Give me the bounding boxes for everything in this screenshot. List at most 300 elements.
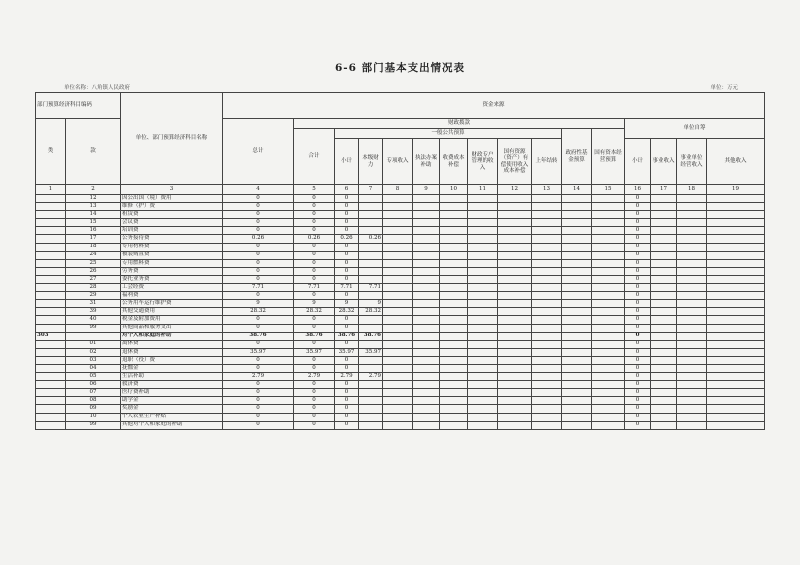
danwei-subtotal-cell: 0 (625, 397, 651, 405)
empty-cell (413, 364, 440, 372)
kuan-cell: 07 (66, 389, 121, 397)
empty-cell (562, 275, 592, 283)
empty-cell (440, 195, 468, 203)
empty-cell (707, 373, 765, 381)
empty-cell (562, 413, 592, 421)
danwei-subtotal-cell: 0 (625, 381, 651, 389)
empty-cell (498, 259, 532, 267)
kuan-cell: 99 (66, 324, 121, 332)
empty-cell (383, 243, 413, 251)
empty-cell (562, 195, 592, 203)
empty-cell (562, 251, 592, 259)
index-cell: 7 (359, 185, 383, 195)
name-cell: 税金及附加费用 (121, 316, 223, 324)
empty-cell (707, 195, 765, 203)
xiaoji-cell: 2.79 (335, 373, 359, 381)
index-cell: 15 (592, 185, 625, 195)
xiaoji-header: 小计 (335, 139, 359, 185)
index-cell: 11 (468, 185, 498, 195)
name-cell: 委托业务费 (121, 275, 223, 283)
kuan-cell: 26 (66, 267, 121, 275)
kuan-cell: 03 (66, 356, 121, 364)
empty-cell (498, 300, 532, 308)
table-row (36, 292, 765, 300)
empty-cell (440, 219, 468, 227)
empty-cell (677, 356, 707, 364)
empty-cell (707, 219, 765, 227)
empty-cell (413, 413, 440, 421)
danwei-subtotal-cell: 0 (625, 203, 651, 211)
empty-cell (707, 405, 765, 413)
xiaoji-cell: 0 (335, 251, 359, 259)
xiaoji-cell: 0 (335, 275, 359, 283)
empty-cell (440, 397, 468, 405)
xiaoji-cell: 0 (335, 340, 359, 348)
empty-cell (651, 316, 677, 324)
name-cell: 奖励金 (121, 405, 223, 413)
empty-cell (498, 340, 532, 348)
index-cell: 5 (294, 185, 335, 195)
empty-cell (707, 203, 765, 211)
empty-cell (383, 364, 413, 372)
table-row (36, 364, 765, 372)
empty-cell (498, 243, 532, 251)
empty-cell (677, 227, 707, 235)
kuan-header: 款 (66, 119, 121, 185)
empty-cell (498, 364, 532, 372)
empty-cell (651, 275, 677, 283)
danwei-subtotal-cell: 0 (625, 405, 651, 413)
benji-cell (359, 203, 383, 211)
table-row (36, 203, 765, 211)
empty-cell (592, 356, 625, 364)
name-cell: 个人农业生产补贴 (121, 413, 223, 421)
name-cell: 福利费 (121, 292, 223, 300)
empty-cell (440, 275, 468, 283)
empty-cell (440, 421, 468, 429)
table-row (36, 219, 765, 227)
kuan-cell: 05 (66, 373, 121, 381)
kuan-cell: 14 (66, 211, 121, 219)
table-row (36, 243, 765, 251)
empty-cell (707, 292, 765, 300)
subtotal-cell: 0 (294, 275, 335, 283)
empty-cell (562, 219, 592, 227)
empty-cell (532, 356, 562, 364)
empty-cell (383, 356, 413, 364)
guoziben-header: 国有资本经营预算 (592, 129, 625, 185)
empty-cell (498, 203, 532, 211)
empty-cell (562, 308, 592, 316)
total-cell: 0 (223, 219, 294, 227)
table-row (36, 211, 765, 219)
subtotal-cell: 0 (294, 405, 335, 413)
table-row (36, 195, 765, 203)
empty-cell (592, 389, 625, 397)
name-cell: 因公出国（境）费用 (121, 195, 223, 203)
empty-cell (498, 348, 532, 356)
empty-cell (532, 421, 562, 429)
total-cell: 0 (223, 405, 294, 413)
empty-cell (532, 324, 562, 332)
xiaoji-cell: 0 (335, 267, 359, 275)
benji-cell (359, 275, 383, 283)
subtotal-cell: 0 (294, 356, 335, 364)
table-row (36, 308, 765, 316)
danwei-subtotal-cell: 0 (625, 364, 651, 372)
empty-cell (468, 348, 498, 356)
empty-cell (592, 235, 625, 243)
lei-cell (36, 219, 66, 227)
empty-cell (677, 251, 707, 259)
empty-cell (498, 356, 532, 364)
lei-cell (36, 300, 66, 308)
table-row (36, 332, 765, 340)
zhengfu-header: 政府性基金预算 (562, 129, 592, 185)
kuan-cell: 24 (66, 251, 121, 259)
xiaoji-cell: 0 (335, 364, 359, 372)
empty-cell (532, 211, 562, 219)
benji-cell (359, 259, 383, 267)
benji-cell: 0.26 (359, 235, 383, 243)
empty-cell (677, 300, 707, 308)
index-cell: 19 (707, 185, 765, 195)
empty-cell (498, 275, 532, 283)
subtotal-cell: 0 (294, 267, 335, 275)
empty-cell (468, 373, 498, 381)
table-row (36, 381, 765, 389)
empty-cell (677, 413, 707, 421)
empty-cell (498, 324, 532, 332)
empty-cell (440, 413, 468, 421)
empty-cell (707, 300, 765, 308)
xiaoji-cell: 0 (335, 227, 359, 235)
empty-cell (468, 243, 498, 251)
subtotal-cell: 0 (294, 324, 335, 332)
empty-cell (468, 381, 498, 389)
subtotal-cell: 0 (294, 243, 335, 251)
empty-cell (707, 243, 765, 251)
danwei-subtotal-cell: 0 (625, 332, 651, 340)
empty-cell (440, 332, 468, 340)
empty-cell (413, 203, 440, 211)
empty-cell (562, 267, 592, 275)
empty-cell (532, 235, 562, 243)
xiaoji-cell: 38.76 (335, 332, 359, 340)
total-cell: 0 (223, 356, 294, 364)
benji-cell (359, 421, 383, 429)
empty-cell (562, 340, 592, 348)
caizheng-header: 财政专户管理的收入 (468, 139, 498, 185)
empty-cell (468, 389, 498, 397)
empty-cell (707, 381, 765, 389)
empty-cell (707, 421, 765, 429)
benji-cell (359, 195, 383, 203)
benji-cell (359, 364, 383, 372)
empty-cell (707, 227, 765, 235)
empty-cell (413, 195, 440, 203)
table-row (36, 300, 765, 308)
empty-cell (440, 227, 468, 235)
index-row (36, 185, 765, 195)
empty-cell (562, 300, 592, 308)
empty-cell (383, 292, 413, 300)
empty-cell (532, 340, 562, 348)
empty-cell (532, 397, 562, 405)
empty-cell (413, 259, 440, 267)
total-cell: 7.71 (223, 284, 294, 292)
subtotal-cell: 0 (294, 316, 335, 324)
empty-cell (707, 340, 765, 348)
empty-cell (383, 316, 413, 324)
empty-cell (592, 251, 625, 259)
empty-cell (468, 397, 498, 405)
name-cell: 其他商品和服务支出 (121, 324, 223, 332)
empty-cell (413, 397, 440, 405)
empty-cell (592, 348, 625, 356)
subtotal-cell: 7.71 (294, 284, 335, 292)
empty-cell (562, 381, 592, 389)
empty-cell (651, 284, 677, 292)
empty-cell (413, 348, 440, 356)
index-cell: 16 (625, 185, 651, 195)
empty-cell (383, 348, 413, 356)
empty-cell (707, 259, 765, 267)
empty-cell (677, 332, 707, 340)
empty-cell (413, 340, 440, 348)
name-cell: 救济费 (121, 381, 223, 389)
name-cell: 维修（护）费 (121, 203, 223, 211)
kuan-cell: 27 (66, 275, 121, 283)
empty-cell (592, 364, 625, 372)
table-row (36, 235, 765, 243)
name-cell: 公务接待费 (121, 235, 223, 243)
empty-cell (468, 300, 498, 308)
total-cell: 0 (223, 275, 294, 283)
empty-cell (532, 267, 562, 275)
empty-cell (498, 389, 532, 397)
xiaoji-cell: 9 (335, 300, 359, 308)
danwei-subtotal-cell: 0 (625, 219, 651, 227)
benji-cell: 28.32 (359, 308, 383, 316)
empty-cell (468, 364, 498, 372)
danwei-subtotal-cell: 0 (625, 267, 651, 275)
name-cell: 退休费 (121, 348, 223, 356)
empty-cell (383, 211, 413, 219)
empty-cell (651, 300, 677, 308)
empty-cell (707, 348, 765, 356)
danwei-subtotal-cell: 0 (625, 421, 651, 429)
name-cell: 租赁费 (121, 211, 223, 219)
empty-cell (383, 195, 413, 203)
empty-cell (532, 405, 562, 413)
subtotal-cell: 0 (294, 259, 335, 267)
table-row (36, 324, 765, 332)
empty-cell (562, 211, 592, 219)
total-cell: 0.26 (223, 235, 294, 243)
kuan-cell: 09 (66, 405, 121, 413)
kuan-cell: 04 (66, 364, 121, 372)
benji-cell (359, 251, 383, 259)
subtotal-cell: 0 (294, 381, 335, 389)
danwei-subtotal-cell: 0 (625, 308, 651, 316)
empty-cell (562, 203, 592, 211)
empty-cell (562, 405, 592, 413)
unit-name-label: 单位名称：八角镇人民政府 (64, 85, 131, 91)
empty-cell (498, 251, 532, 259)
benji-cell: 7.71 (359, 284, 383, 292)
empty-cell (677, 364, 707, 372)
benji-cell (359, 413, 383, 421)
xiaoji-cell: 0.26 (335, 235, 359, 243)
danwei-subtotal-cell: 0 (625, 195, 651, 203)
table-row (36, 227, 765, 235)
empty-cell (413, 211, 440, 219)
name-cell: 医疗费补助 (121, 389, 223, 397)
xiaoji-cell: 0 (335, 243, 359, 251)
danwei-subtotal-cell: 0 (625, 292, 651, 300)
empty-cell (532, 316, 562, 324)
empty-cell (468, 332, 498, 340)
kuan-cell: 28 (66, 284, 121, 292)
empty-cell (651, 267, 677, 275)
empty-cell (592, 381, 625, 389)
empty-cell (707, 332, 765, 340)
empty-cell (592, 203, 625, 211)
lei-cell (36, 259, 66, 267)
empty-cell (562, 348, 592, 356)
empty-cell (440, 373, 468, 381)
name-cell: 抚恤金 (121, 364, 223, 372)
empty-cell (413, 227, 440, 235)
empty-cell (677, 373, 707, 381)
total-cell: 0 (223, 267, 294, 275)
xiaoji-cell: 0 (335, 259, 359, 267)
lei-cell (36, 356, 66, 364)
lei-cell (36, 195, 66, 203)
lei-cell (36, 421, 66, 429)
empty-cell (532, 389, 562, 397)
kuan-cell: 99 (66, 421, 121, 429)
general-budget-header: 一般公共预算 (335, 129, 562, 139)
empty-cell (651, 235, 677, 243)
lei-cell: 303 (36, 332, 66, 340)
total-cell: 28.32 (223, 308, 294, 316)
total-cell: 35.97 (223, 348, 294, 356)
empty-cell (677, 292, 707, 300)
d-xiaoji-header: 小计 (625, 139, 651, 185)
empty-cell (651, 356, 677, 364)
subtotal-cell: 0 (294, 421, 335, 429)
empty-cell (532, 203, 562, 211)
xiaoji-cell: 0 (335, 292, 359, 300)
empty-cell (592, 195, 625, 203)
empty-cell (383, 389, 413, 397)
empty-cell (532, 227, 562, 235)
benji-cell: 9 (359, 300, 383, 308)
empty-cell (651, 251, 677, 259)
kuan-cell: 40 (66, 316, 121, 324)
empty-cell (440, 389, 468, 397)
empty-cell (413, 219, 440, 227)
danwei-subtotal-cell: 0 (625, 251, 651, 259)
empty-cell (383, 397, 413, 405)
empty-cell (383, 300, 413, 308)
xiaoji-cell: 0 (335, 195, 359, 203)
empty-cell (707, 413, 765, 421)
total-cell: 0 (223, 413, 294, 421)
table-row (36, 348, 765, 356)
lei-cell (36, 267, 66, 275)
empty-cell (468, 356, 498, 364)
benji-cell (359, 227, 383, 235)
empty-cell (532, 373, 562, 381)
benji-cell (359, 405, 383, 413)
empty-cell (383, 259, 413, 267)
fund-source-header: 资金来源 (223, 93, 765, 119)
xiaoji-cell: 35.97 (335, 348, 359, 356)
empty-cell (440, 308, 468, 316)
kuan-cell: 12 (66, 195, 121, 203)
xiaoji-cell: 0 (335, 211, 359, 219)
empty-cell (532, 308, 562, 316)
empty-cell (562, 364, 592, 372)
empty-cell (440, 300, 468, 308)
empty-cell (707, 235, 765, 243)
empty-cell (468, 292, 498, 300)
total-cell: 0 (223, 324, 294, 332)
empty-cell (413, 373, 440, 381)
benji-cell (359, 316, 383, 324)
empty-cell (383, 227, 413, 235)
empty-cell (677, 235, 707, 243)
empty-cell (677, 381, 707, 389)
empty-cell (562, 421, 592, 429)
empty-cell (532, 332, 562, 340)
empty-cell (651, 227, 677, 235)
empty-cell (707, 397, 765, 405)
empty-cell (440, 292, 468, 300)
index-cell: 4 (223, 185, 294, 195)
xiaoji-cell: 0 (335, 356, 359, 364)
empty-cell (498, 235, 532, 243)
name-cell: 公务用车运行维护费 (121, 300, 223, 308)
empty-cell (413, 243, 440, 251)
empty-cell (413, 275, 440, 283)
shiye-header: 事业收入 (651, 139, 677, 185)
danwei-subtotal-cell: 0 (625, 389, 651, 397)
kuan-cell: 31 (66, 300, 121, 308)
kuan-cell: 10 (66, 413, 121, 421)
empty-cell (562, 332, 592, 340)
empty-cell (532, 292, 562, 300)
subtotal-cell: 0.26 (294, 235, 335, 243)
empty-cell (468, 275, 498, 283)
empty-cell (440, 340, 468, 348)
index-cell: 2 (66, 185, 121, 195)
total-cell: 0 (223, 381, 294, 389)
empty-cell (592, 340, 625, 348)
name-cell: 其他交通费用 (121, 308, 223, 316)
empty-cell (383, 267, 413, 275)
empty-cell (707, 316, 765, 324)
empty-cell (677, 267, 707, 275)
index-cell: 9 (413, 185, 440, 195)
empty-cell (383, 373, 413, 381)
dept-code-header: 部门预算经济科目编码 (36, 93, 121, 119)
subtotal-cell: 0 (294, 203, 335, 211)
kuan-cell: 25 (66, 259, 121, 267)
